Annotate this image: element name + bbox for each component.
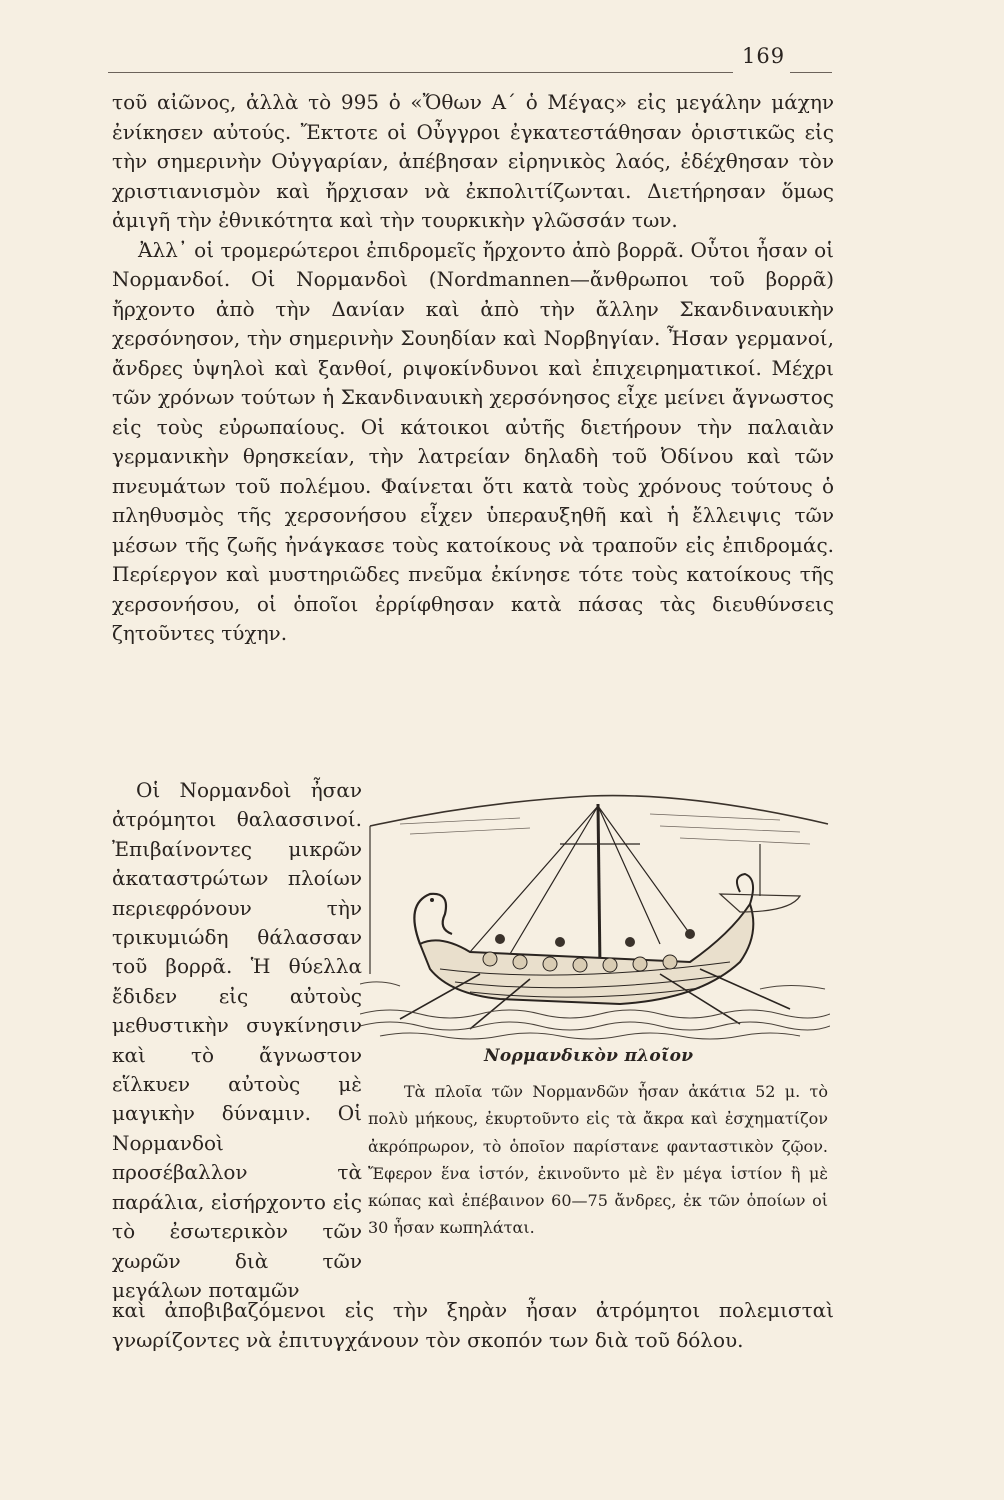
page-number: 169 (742, 44, 786, 68)
main-text (112, 88, 834, 649)
narrow-column-text (112, 776, 362, 1305)
header-rule (108, 72, 733, 73)
figure-caption: Νορμανδικὸν πλοῖον (484, 1046, 694, 1066)
figure-description (368, 1078, 828, 1242)
paragraph: καὶ ἀποβιβαζόμενοι εἰς τὴν ξηρὰν ἦσαν ἀτρόμητοι πολεμισταὶ γνωρίζοντες νὰ ἐπιτυγχάνουν τὸν σκοπόν των διὰ τοῦ δόλου. (112, 1298, 834, 1352)
caption-paragraph: Τὰ πλοῖα τῶν Νορμανδῶν ἦσαν ἀκάτια 52 μ. τὸ πολὺ μήκους, ἐκυρτοῦντο εἰς τὰ ἄκρα καὶ ἐσχηματίζον ἀκρόπρωρον, τὸ ὁποῖον παρίστανε φανταστικὸν ζῷον. Ἔφερον ἕνα ἱστόν, ἐκινοῦντο μὲ ἓν μέγα ἱστίον ἢ μὲ κώπας καὶ ἐπέβαινον 60—75 ἄνδρες, ἐκ τῶν ὁποίων οἱ 30 ἦσαν κωπηλάται. (368, 1082, 828, 1238)
ship-engraving (360, 784, 830, 1049)
paragraph: Ἀλλ᾽ οἱ τρομερώτεροι ἐπιδρομεῖς ἤρχοντο ἀπὸ βορρᾶ. Οὗτοι ἦσαν οἱ Νορμανδοί. Οἱ Νορμανδοὶ (Nordmannen—ἄνθρωποι τοῦ βορρᾶ) ἤρχοντο ἀπὸ τὴν Δανίαν καὶ ἀπὸ τὴν ἄλλην Σκανδιναυικὴν χερσόνησον, τὴν σημερινὴν Σουηδίαν καὶ Νορβηγίαν. Ἦσαν γερμανοί, ἄνδρες ὑψηλοὶ καὶ ξανθοί, ριψοκίνδυνοι καὶ ἐπιχειρηματικοί. Μέχρι τῶν χρόνων τούτων ἡ Σκανδιναυικὴ χερσόνησος εἶχε μείνει ἄγνωστος εἰς τοὺς εὐρωπαίους. Οἱ κάτοικοι αὐτῆς διετήρουν τὴν παλαιὰν γερμανικὴν θρησκείαν, τὴν λατρείαν δηλαδὴ τοῦ Ὀδίνου καὶ τῶν πνευμάτων τοῦ πολέμου. Φαίνεται ὅτι κατὰ τοὺς χρόνους τούτους ὁ πληθυσμὸς τῆς χερσονήσου εἶχεν ὑπεραυξηθῆ καὶ ἡ ἔλλειψις τῶν μέσων τῆς ζωῆς ἠνάγκασε τοὺς κατοίκους νὰ τραποῦν εἰς ἐπιδρομάς. Περίεργον καὶ μυστηριῶδες πνεῦμα ἐκίνησε τότε τοὺς κατοίκους τῆς χερσονήσου, οἱ ὁποῖοι ἐρρίφθησαν κατὰ πάσας τὰς διευθύνσεις ζητοῦντες τύχην. (112, 237, 834, 645)
paragraph: Οἱ Νορμανδοὶ ἦσαν ἀτρόμητοι θαλασσινοί. Ἐπιβαίνοντες μικρῶν ἀκαταστρώτων πλοίων περιεφρόνουν τὴν τρικυμιώδη θάλασσαν τοῦ βορρᾶ. Ἡ θύελλα ἔδιδεν εἰς αὐτοὺς μεθυστικὴν συγκίνησιν καὶ τὸ ἄγνωστον εἵλκυεν αὐτοὺς μὲ μαγικὴν δύναμιν. Οἱ Νορμανδοὶ προσέβαλλον τὰ παράλια, εἰσήρχοντο εἰς τὸ ἐσωτερικὸν τῶν χωρῶν διὰ τῶν μεγάλων ποταμῶν (112, 778, 362, 1302)
header-rule-right (790, 72, 832, 73)
norman-ship-illustration (360, 784, 830, 1049)
continuation-text (112, 1296, 834, 1355)
paragraph: τοῦ αἰῶνος, ἀλλὰ τὸ 995 ὁ «Ὄθων Α´ ὁ Μέγας» εἰς μεγάλην μάχην ἐνίκησεν αὐτούς. Ἔκτοτε οἱ Οὖγγροι ἐγκατεστάθησαν ὁριστικῶς εἰς τὴν σημερινὴν Οὐγγαρίαν, ἀπέβησαν εἰρηνικὸς λαός, ἐδέχθησαν τὸν χριστιανισμὸν καὶ ἤρχισαν νὰ ἐκπολιτίζωνται. Διετήρησαν ὅμως ἀμιγῆ τὴν ἐθνικότητα καὶ τὴν τουρκικὴν γλῶσσάν των. (112, 90, 834, 232)
